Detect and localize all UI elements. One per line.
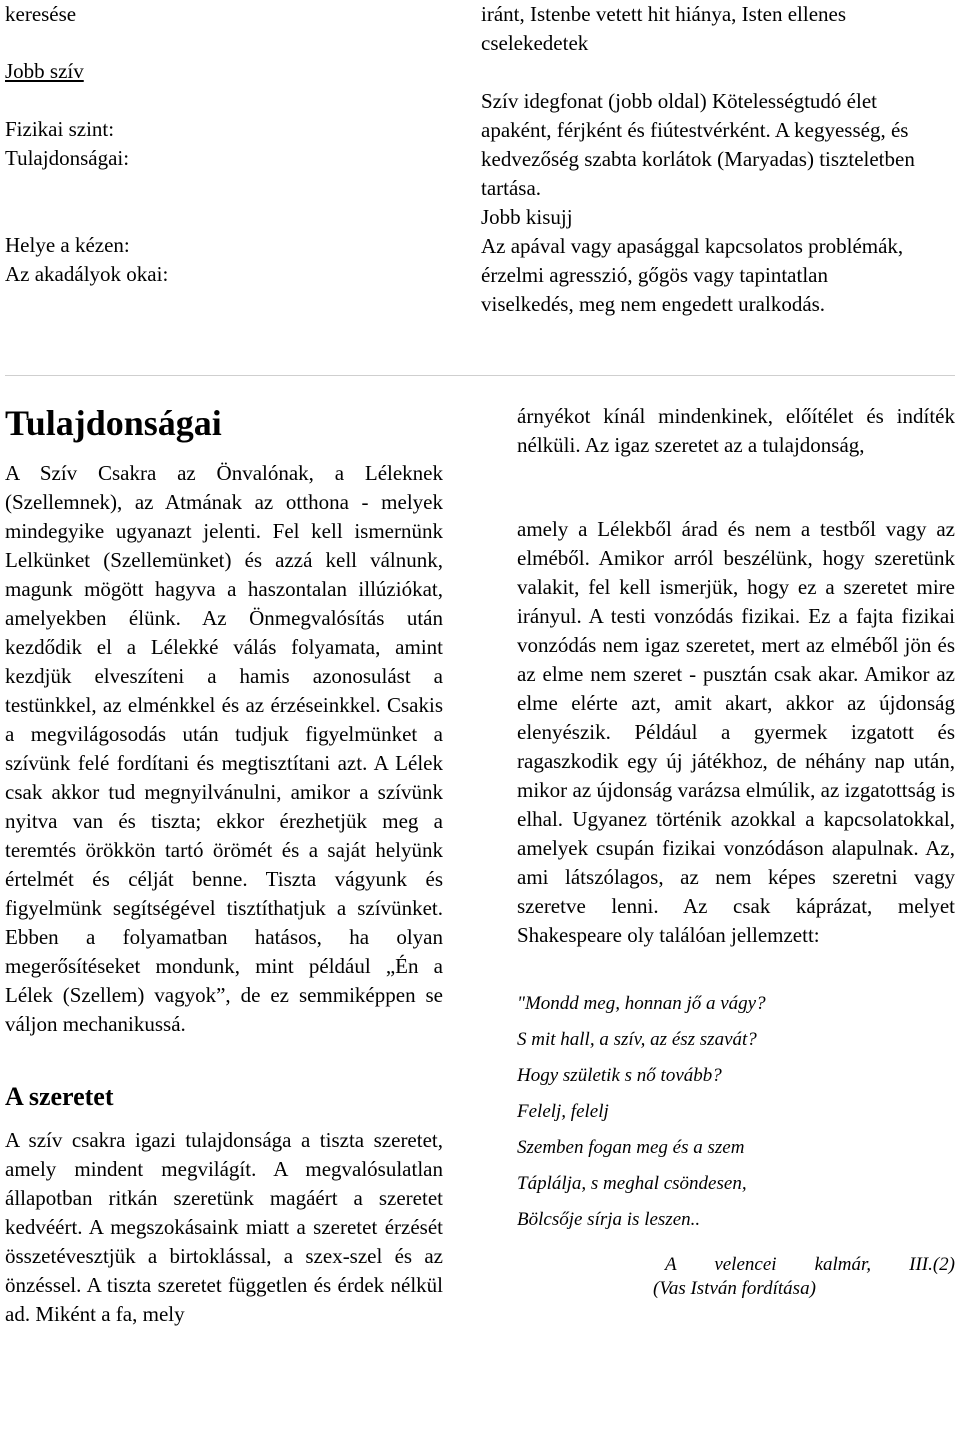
top-left-block <box>5 0 445 289</box>
shakespeare-poem <box>517 993 955 1231</box>
love-paragraph-2: amely a Lélekből árad és nem a testből vagy az elméből. Amikor arról beszélünk, hogy szeretünk valakit, fel kell ismerjük, hogy ez a szeretet mire irányul. A testi vonzódás fizikai. Ez a fajta fizikai vonzódás nem igaz szeretet, mert az elméből jön és az elme nem szeret - pusztán csak akar. Amikor az elme elérte azt, amit akart, akkor az újdonság elenyészik. Például a gyermek izgatott és ragaszkodik egy új játékhoz, de néhány nap után, mikor az újdonság varázsa elmúlik, az izgatottság is elhal. Ugyanez történik azokkal a kapcsolatokkal, amelyek csupán fizikai vonzódáson alapulnak. Az, ami látszólagos, az nem képes szeretni vagy szeretve lenni. Az csak káprázat, melyet Shakespeare oly találóan jellemzett: <box>517 517 955 947</box>
poem-credit <box>517 1253 955 1301</box>
poem-line: S mit hall, a szív, az ész szavát? <box>517 1029 757 1050</box>
poem-line: Hogy születik s nő tovább? <box>517 1065 722 1086</box>
love-paragraph-continued: árnyékot kínál mindenkinek, előítélet és indíték nélküli. Az igaz szeretet az a tulajdonság, <box>517 404 955 457</box>
label-hand-position: Helye a kézen: <box>5 233 130 257</box>
poem-source: A velencei kalmár, III.(2) <box>665 1254 955 1275</box>
poem-line: Bölcsője sírja is leszen.. <box>517 1209 701 1230</box>
heading-love: A szeretet <box>5 1082 114 1111</box>
properties-paragraph: A Szív Csakra az Önvalónak, a Léleknek (Szellemnek), az Atmának az otthona - melyek mindegyike ugyanazt jelenti. Fel kell ismernünk Lelkünket (Szellemünket) és azzá kell válnunk, magunk mögött hagyva a haszontalan illúziókat, amelyekben élünk. Az Önmegvalósítás után kezdődik el a Lélekké válás folyamata, amint kezdjük elveszíteni a hamis azonosulást a testünkkel, az elménkkel és az érzéseinkkel. Csakis a megvilágosodás után tudjuk figyelmünket a szívünk felé fordítani és megtisztítani azt. A Lélek csak akkor tud megnyilvánulni, amikor a szívünk nyitva van és tiszta; ekkor érezhetjük meg a teremtés örökkön tartó örömét és a saját helyünk értelmét és célját benne. Tiszta vágyunk és figyelmünk segítségével tisztíthatjuk a szívünket. Ebben a folyamatban hatásos, ha olyan megerősítéseket mondunk, mint például „Én a Lélek (Szellem) vagyok”, de ez semmiképpen se váljon mechanikussá. <box>5 461 443 1036</box>
poem-line: "Mondd meg, honnan jő a vágy? <box>517 993 766 1014</box>
plexus-text: Szív idegfonat (jobb oldal) Kötelességtudó élet apaként, férjként és fiútestvérként. A kegyesség, és kedvezőség szabta korlátok (Maryadas) tiszteletben tartása. <box>481 89 915 200</box>
right-column <box>517 402 955 1301</box>
left-column <box>5 403 443 1329</box>
continued-text: keresése <box>5 2 77 26</box>
love-paragraph: A szív csakra igazi tulajdonsága a tiszta szeretet, amely mindent megvilágít. A megvalósulatlan állapotban ritkán szeretünk magáért a szeretet kedvéért. A megszokásaink miatt a szeretet érzését összetévesztjük a birtoklással, a szex-szel és az önzéssel. A tiszta szeretet független és érdek nélkül ad. Miként a fa, mely <box>5 1128 443 1326</box>
obstacle-text-continued: iránt, Istenbe vetett hit hiánya, Isten ellenes cselekedetek <box>481 2 847 55</box>
heading-properties: Tulajdonságai <box>5 403 222 443</box>
chakra-name: Jobb szív <box>5 59 84 83</box>
label-physical-level: Fizikai szint: <box>5 117 115 141</box>
poem-line: Szemben fogan meg és a szem <box>517 1137 745 1158</box>
obstacle-causes-text: Az apával vagy apasággal kapcsolatos problémák, érzelmi agresszió, gőgös vagy tapintatlan viselkedés, meg nem engedett uralkodás. <box>481 234 904 316</box>
poem-translator: (Vas István fordítása) <box>653 1278 816 1299</box>
poem-line: Táplálja, s meghal csöndesen, <box>517 1173 747 1194</box>
label-properties: Tulajdonságai: <box>5 146 130 170</box>
hand-position-text: Jobb kisujj <box>481 205 573 229</box>
top-right-block <box>481 0 921 319</box>
label-empty <box>5 173 445 231</box>
section-divider <box>5 375 955 376</box>
poem-line: Felelj, felelj <box>517 1101 609 1122</box>
label-obstacles: Az akadályok okai: <box>5 262 169 286</box>
